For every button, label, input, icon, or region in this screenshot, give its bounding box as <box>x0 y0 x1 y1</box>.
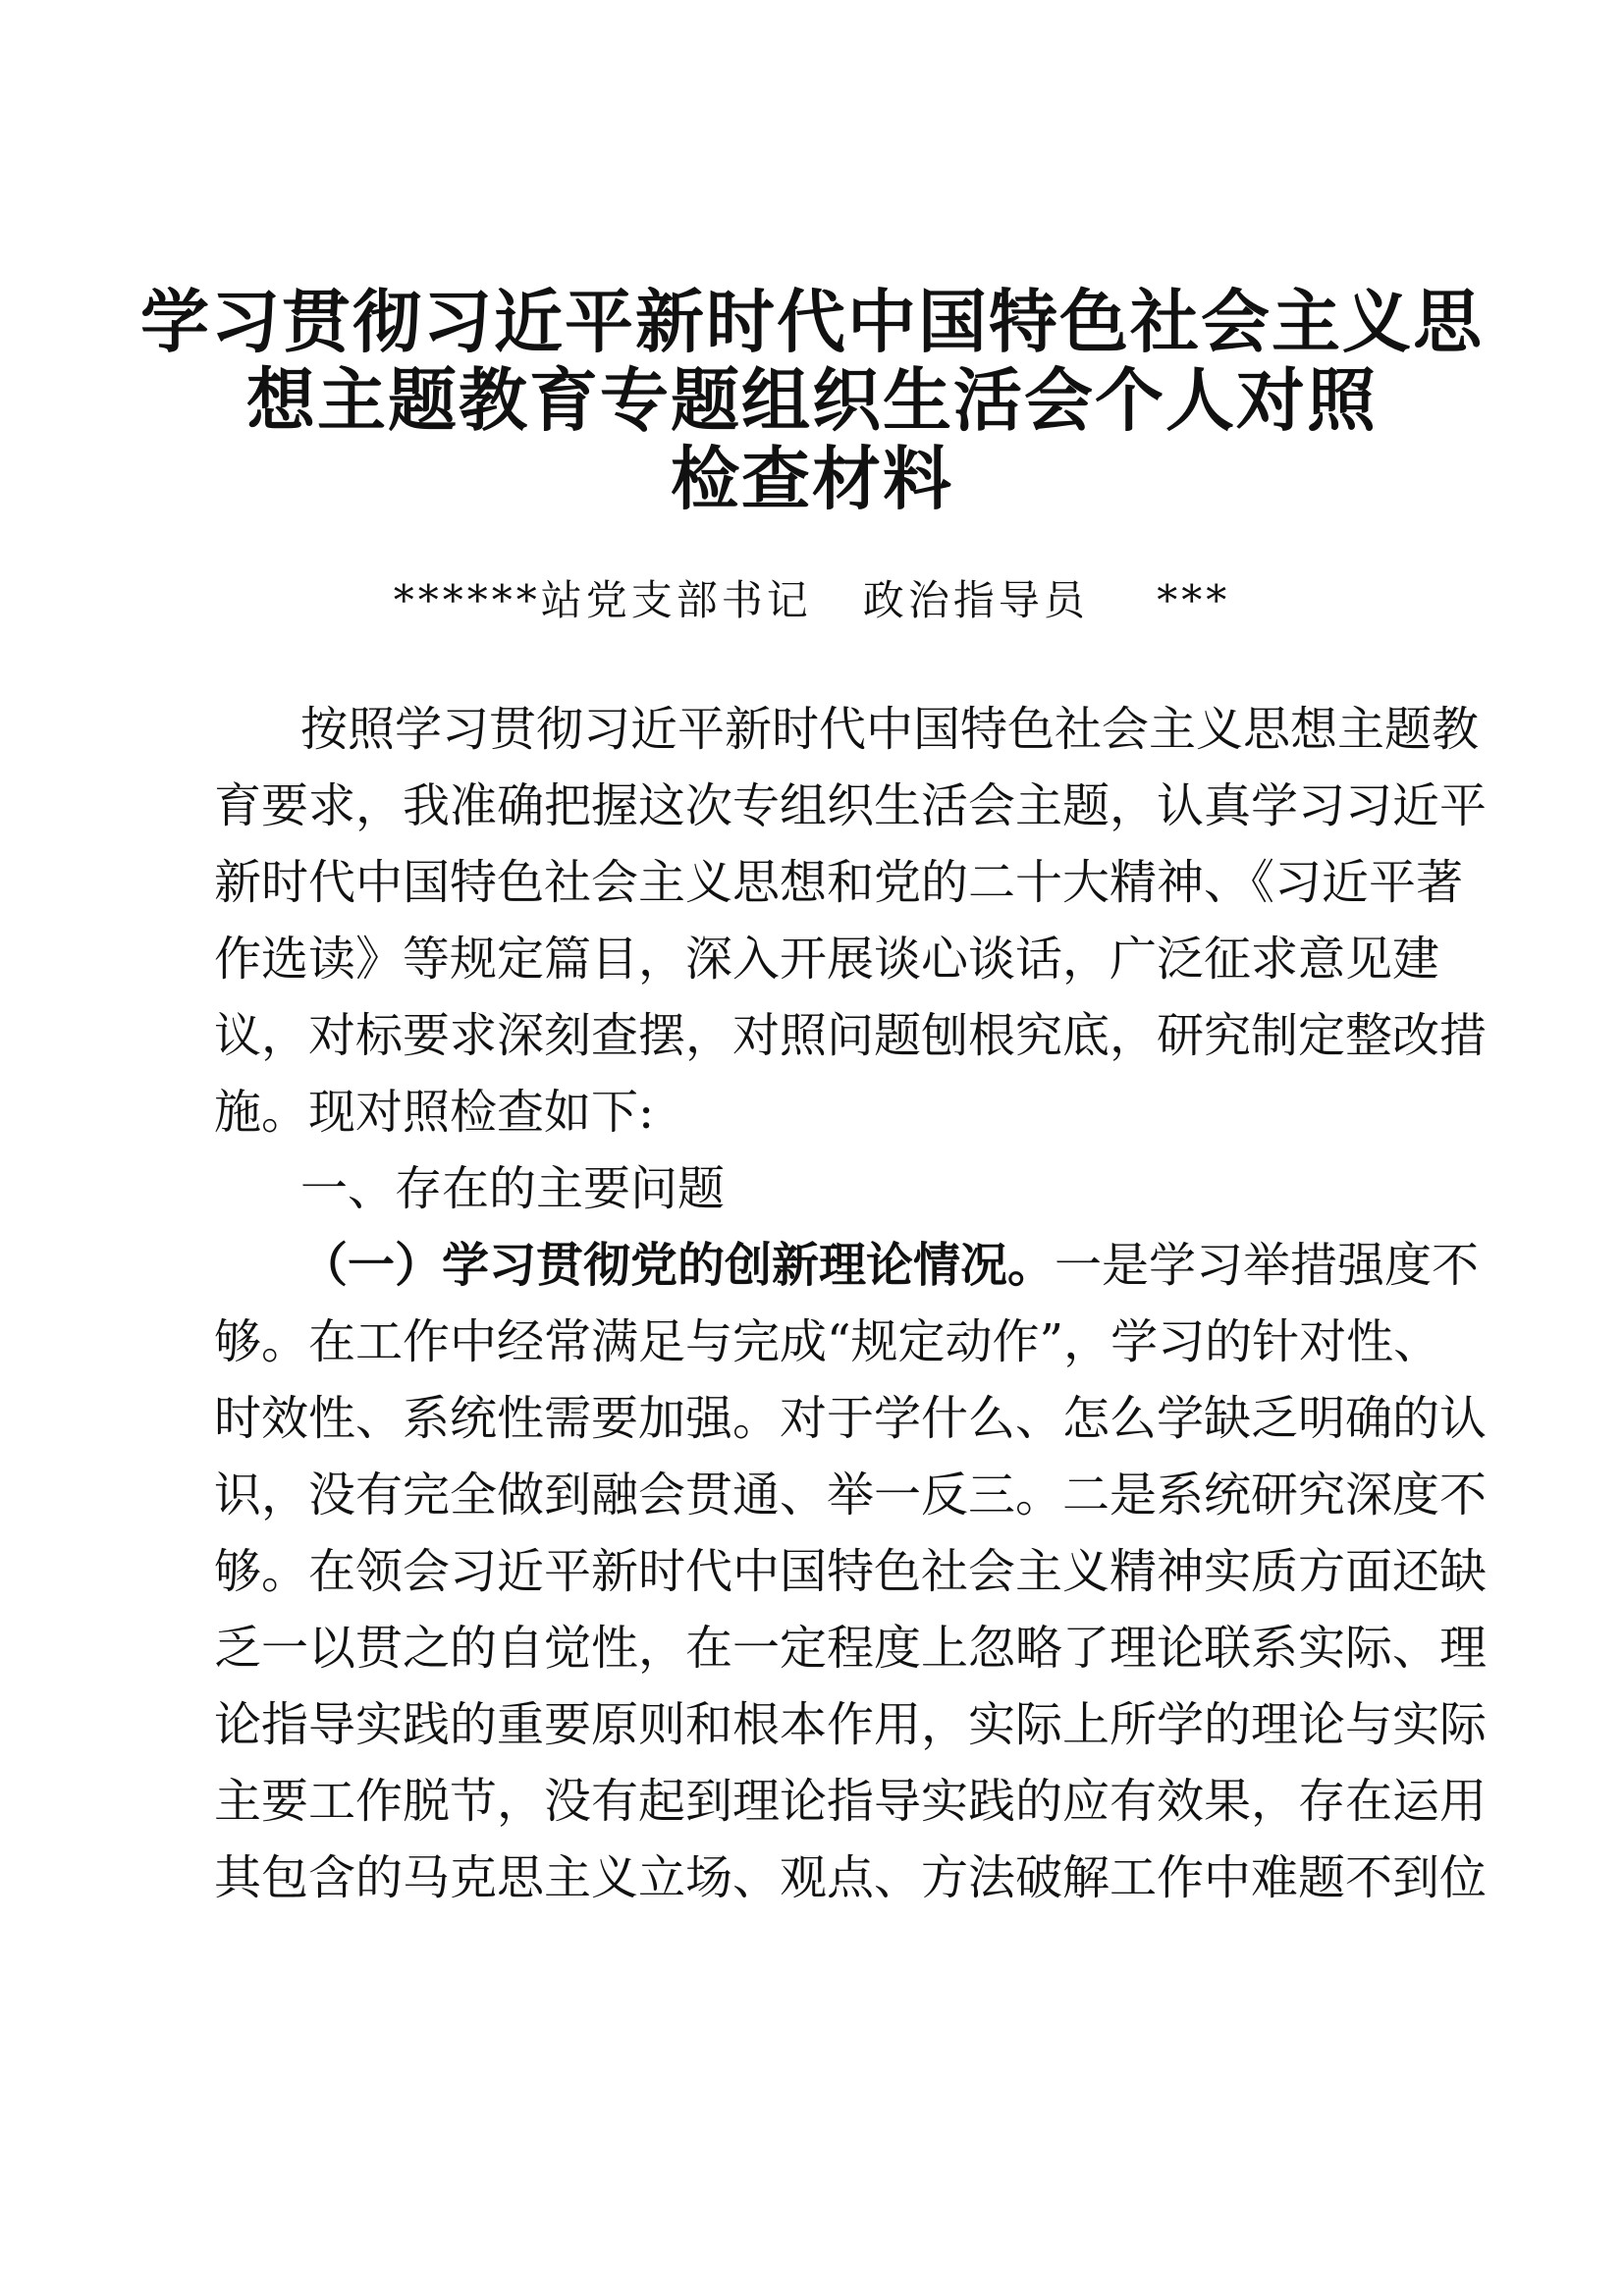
author-line: ******站党支部书记 政治指导员 *** <box>393 576 1231 624</box>
subsection-line-5: 够。在领会习近平新时代中国特色社会主义精神实质方面还缺 <box>214 1544 1488 1599</box>
intro-line-3: 新时代中国特色社会主义思想和党的二十大精神、《习近平著 <box>214 855 1464 910</box>
subsection-line-3: 时效性、系统性需要加强。对于学什么、怎么学缺乏明确的认 <box>214 1391 1488 1446</box>
intro-line-4: 作选读》等规定篇目，深入开展谈心谈话，广泛征求意见建 <box>214 932 1440 987</box>
document-title-line-1: 学习贯彻习近平新时代中国特色社会主义思 <box>140 281 1484 362</box>
section-heading: 一、存在的主要问题 <box>300 1161 726 1216</box>
intro-line-6: 施。现对照检查如下: <box>214 1085 655 1140</box>
subsection-line-2: 够。在工作中经常满足与完成“规定动作”，学习的针对性、 <box>214 1314 1441 1369</box>
subsection-line-4: 识，没有完全做到融会贯通、举一反三。二是系统研究深度不 <box>214 1468 1488 1522</box>
document-title-line-2: 想主题教育专题组织生活会个人对照 <box>246 359 1378 441</box>
intro-line-2: 育要求，我准确把握这次专组织生活会主题，认真学习习近平 <box>214 778 1488 833</box>
intro-line-5: 议，对标要求深刻查摆，对照问题刨根究底，研究制定整改措 <box>214 1008 1488 1063</box>
subsection-line-7: 论指导实践的重要原则和根本作用，实际上所学的理论与实际 <box>214 1697 1488 1752</box>
document-title-line-3: 检查材料 <box>671 438 953 519</box>
subsection-line-8: 主要工作脱节，没有起到理论指导实践的应有效果，存在运用 <box>214 1774 1488 1829</box>
intro-line-1: 按照学习贯彻习近平新时代中国特色社会主义思想主题教 <box>300 702 1480 757</box>
subsection-line-6: 乏一以贯之的自觉性，在一定程度上忽略了理论联系实际、理 <box>214 1621 1488 1676</box>
subsection-first-line-rest: 一是学习举措强度不 <box>1055 1238 1480 1293</box>
subsection-label: （一）学习贯彻党的创新理论情况。 <box>300 1238 1056 1293</box>
subsection-first-line <box>214 1231 1480 1300</box>
subsection-line-9: 其包含的马克思主义立场、观点、方法破解工作中难题不到位 <box>214 1850 1488 1905</box>
